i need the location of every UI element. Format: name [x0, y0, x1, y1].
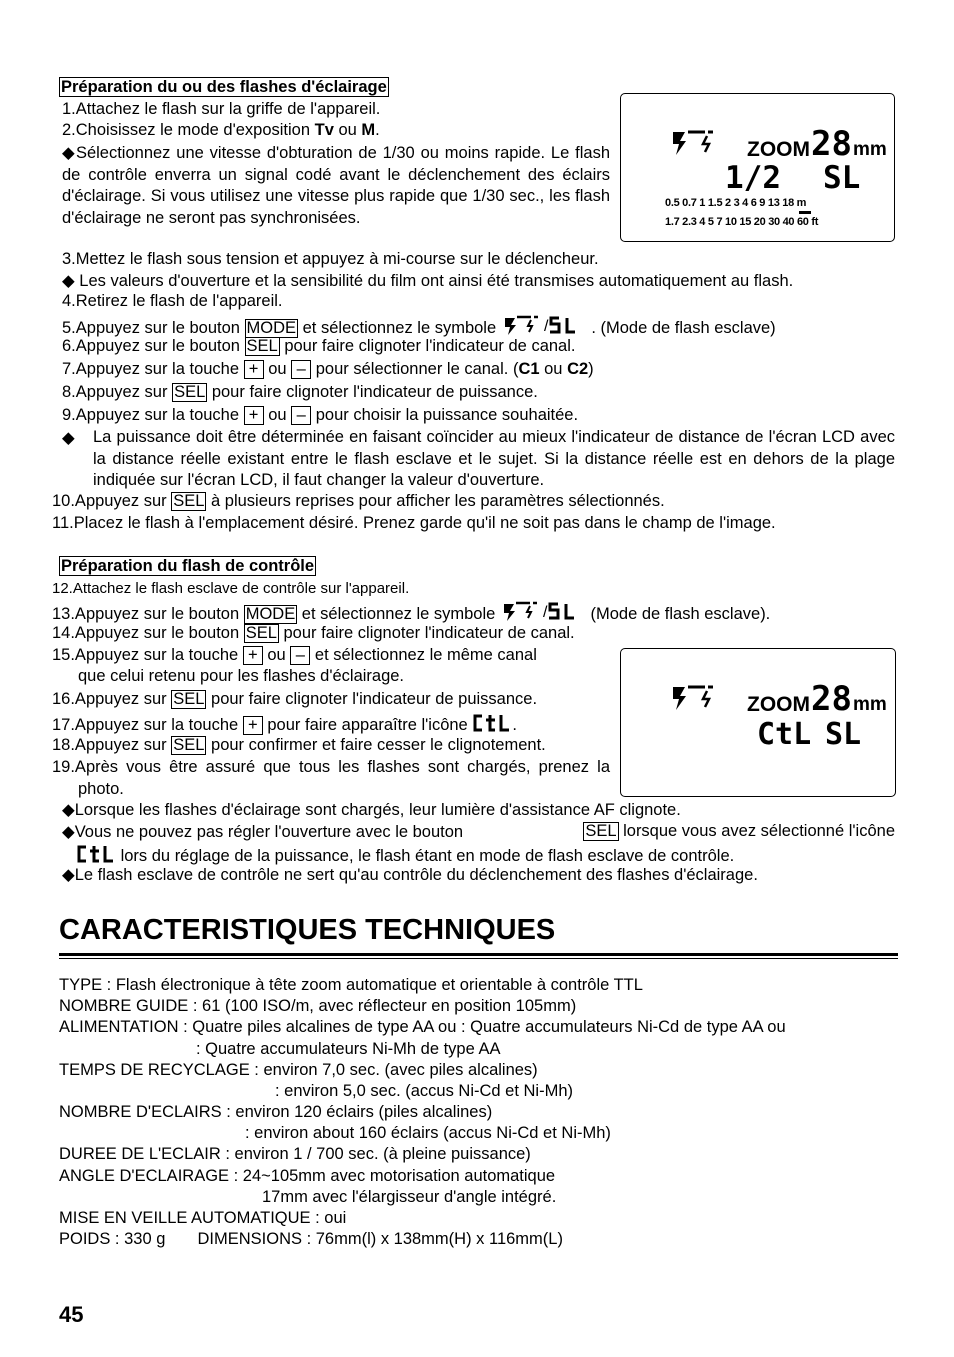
sel-button-label: SEL — [585, 822, 617, 840]
lcd-zoom-value: 28 — [811, 679, 852, 719]
step-15: 15.Appuyez sur la touche + ou – et sélectionnez le même canal — [52, 646, 537, 664]
plus-key: + — [243, 646, 263, 665]
note-af-assist: ◆Lorsque les flashes d'éclairage sont chargés, leur lumière d'assistance AF clignote. — [62, 801, 681, 819]
flash-slave-symbol-icon — [501, 314, 587, 336]
sel-button-label: SEL — [173, 736, 205, 754]
note-aperture-transmitted: ◆ Les valeurs d'ouverture et la sensibilité du film ont ainsi été transmises automatiquement au flash. — [62, 272, 794, 290]
lcd-display-control — [620, 648, 896, 797]
lcd-mode-sl: SL — [823, 160, 861, 196]
ctl-icon — [76, 844, 116, 864]
step-4: 4.Retirez le flash de l'appareil. — [62, 292, 283, 310]
step-3: 3.Mettez le flash sous tension et appuyez à mi-course sur le déclencheur. — [62, 250, 599, 268]
spec-flash-duration: DUREE DE L'ECLAIR : environ 1 / 700 sec. (à pleine puissance) — [59, 1145, 531, 1163]
note-control-only: ◆Le flash esclave de contrôle ne sert qu'au contrôle du déclenchement des flashes d'éclairage. — [62, 866, 758, 884]
lcd-mode-sl: SL — [825, 717, 862, 752]
ctl-icon — [472, 713, 512, 733]
sel-button-label: SEL — [173, 492, 205, 510]
lcd-power-ratio: 1/2 — [725, 160, 781, 196]
spec-power-supply-cont: : Quatre accumulateurs Ni-Mh de type AA — [196, 1040, 501, 1058]
step-18: 18.Appuyez sur SEL pour confirmer et faire cesser le clignotement. — [52, 736, 546, 754]
spec-type: TYPE : Flash électronique à tête zoom automatique et orientable à contrôle TTL — [59, 976, 643, 994]
step-14: 14.Appuyez sur le bouton SEL pour faire clignoter l'indicateur de canal. — [52, 624, 575, 642]
step-16: 16.Appuyez sur SEL pour faire clignoter l'indicateur de puissance. — [52, 690, 538, 708]
plus-key: + — [244, 406, 264, 425]
svg-text:/: / — [543, 318, 549, 335]
lcd-ctl: CtL — [757, 717, 812, 752]
plus-key: + — [243, 716, 263, 735]
spec-recycle-time-cont: : environ 5,0 sec. (accus Ni-Cd et Ni-Mh) — [275, 1082, 574, 1100]
note-sel-ctl: ◆Vous ne pouvez pas régler l'ouverture avec le bouton SEL lorsque vous avez sélectionné l'icône — [62, 822, 895, 841]
mode-button-label: MODE — [245, 605, 296, 623]
step-12: 12.Attachez le flash esclave de contrôle sur l'appareil. — [52, 580, 410, 597]
step-15-cont: que celui retenu pour les flashes d'éclairage. — [78, 667, 405, 685]
note-power-distance: La puissance doit être déterminée en faisant coïncider au mieux l'indicateur de distance de l'écran LCD avec la distance réelle existant entre le flash esclave et le sujet. Si la distance réelle est en dehors de la plage indiquée sur l'écran LCD, il faut changer la valeur d'ouverture. — [93, 428, 895, 489]
lcd-zoom-label: ZOOM — [747, 138, 810, 161]
svg-text:/: / — [542, 604, 548, 621]
specs-heading: CARACTERISTIQUES TECHNIQUES — [59, 914, 556, 946]
lcd-display-slave — [620, 93, 895, 242]
note-sel-ctl-cont: lors du réglage de la puissance, le flash étant en mode de flash esclave de contrôle. — [76, 844, 734, 866]
spec-coverage-angle: ANGLE D'ECLAIRAGE : 24~105mm avec motorisation automatique — [59, 1167, 556, 1185]
flash-slave-icon — [671, 130, 721, 158]
spec-flash-count: NOMBRE D'ECLAIRS : environ 120 éclairs (piles alcalines) — [59, 1103, 493, 1121]
sel-button-label: SEL — [174, 383, 206, 401]
section1-heading: Préparation du ou des flashes d'éclairage — [61, 78, 387, 96]
lcd-zoom-label: ZOOM — [747, 693, 810, 716]
step-19: 19.Après vous être assuré que tous les flashes sont chargés, prenez la photo. — [52, 758, 610, 798]
minus-key: – — [290, 646, 310, 665]
flash-slave-icon — [671, 685, 721, 713]
minus-key: – — [291, 360, 311, 379]
step-1: 1.Attachez le flash sur la griffe de l'appareil. — [62, 100, 381, 118]
step-5: 5.Appuyez sur le bouton MODE et sélectionnez le symbole / . (Mode de flash esclave) — [62, 314, 776, 338]
spec-auto-standby: MISE EN VEILLE AUTOMATIQUE : oui — [59, 1209, 347, 1227]
plus-key: + — [244, 360, 264, 379]
step-9: 9.Appuyez sur la touche + ou – pour choisir la puissance souhaitée. — [62, 406, 579, 424]
step-10: 10.Appuyez sur SEL à plusieurs reprises pour afficher les paramètres sélectionnés. — [52, 492, 665, 510]
step-17: 17.Appuyez sur la touche + pour faire apparaître l'icône . — [52, 713, 517, 735]
lcd-zoom-value: 28 — [811, 124, 852, 164]
section2-heading: Préparation du flash de contrôle — [61, 557, 315, 575]
spec-coverage-angle-cont: 17mm avec l'élargisseur d'angle intégré. — [262, 1188, 557, 1206]
flash-slave-symbol-icon — [500, 600, 586, 622]
page-number: 45 — [59, 1302, 84, 1327]
sel-button-label: SEL — [245, 624, 277, 642]
lcd-zoom-unit: mm — [853, 139, 887, 160]
step-6: 6.Appuyez sur le bouton SEL pour faire clignoter l'indicateur de canal. — [62, 337, 576, 355]
lcd-distance-feet: 1.7 2.3 4 5 7 10 15 20 30 40 60 ft — [665, 216, 819, 228]
spec-guide-number: NOMBRE GUIDE : 61 (100 ISO/m, avec réflecteur en position 105mm) — [59, 997, 577, 1015]
step-2: 2.Choisissez le mode d'exposition Tv ou M. — [62, 121, 380, 139]
heading-rule — [59, 953, 898, 956]
step-13: 13.Appuyez sur le bouton MODE et sélectionnez le symbole / (Mode de flash esclave). — [52, 600, 770, 624]
lcd-distance-meters: 0.5 0.7 1 1.5 2 3 4 6 9 13 18 m — [665, 197, 807, 209]
spec-weight-dimensions: POIDS : 330 g DIMENSIONS : 76mm(l) x 138mm(H) x 116mm(L) — [59, 1230, 563, 1248]
mode-button-label: MODE — [246, 319, 297, 337]
spec-flash-count-cont: : environ about 160 éclairs (accus Ni-Cd et Ni-Mh) — [245, 1124, 611, 1142]
lcd-distance-marker — [799, 211, 811, 214]
minus-key: – — [291, 406, 311, 425]
note-power-bullet: ◆ — [62, 429, 75, 447]
spec-power-supply: ALIMENTATION : Quatre piles alcalines de type AA ou : Quatre accumulateurs Ni-Cd de type AA ou — [59, 1018, 786, 1036]
heading-rule-thin — [59, 958, 898, 959]
note-shutter-speed: ◆Sélectionnez une vitesse d'obturation de 1/30 ou moins rapide. Le flash de contrôle enverra un signal codé avant le déclenchement des éclairs d'éclairage. Si vous utilisez une vitesse plus rapide que 1/30 sec., les flash d'éclairage ne seront pas synchronisées. — [62, 144, 610, 227]
spec-recycle-time: TEMPS DE RECYCLAGE : environ 7,0 sec. (avec piles alcalines) — [59, 1061, 538, 1079]
sel-button-label: SEL — [246, 337, 278, 355]
step-7: 7.Appuyez sur la touche + ou – pour sélectionner le canal. (C1 ou C2) — [62, 360, 594, 378]
lcd-zoom-unit: mm — [853, 694, 887, 715]
sel-button-label: SEL — [173, 690, 205, 708]
step-11: 11.Placez le flash à l'emplacement désiré. Prenez garde qu'il ne soit pas dans le champ de l'image. — [52, 514, 776, 532]
step-8: 8.Appuyez sur SEL pour faire clignoter l'indicateur de puissance. — [62, 383, 538, 401]
